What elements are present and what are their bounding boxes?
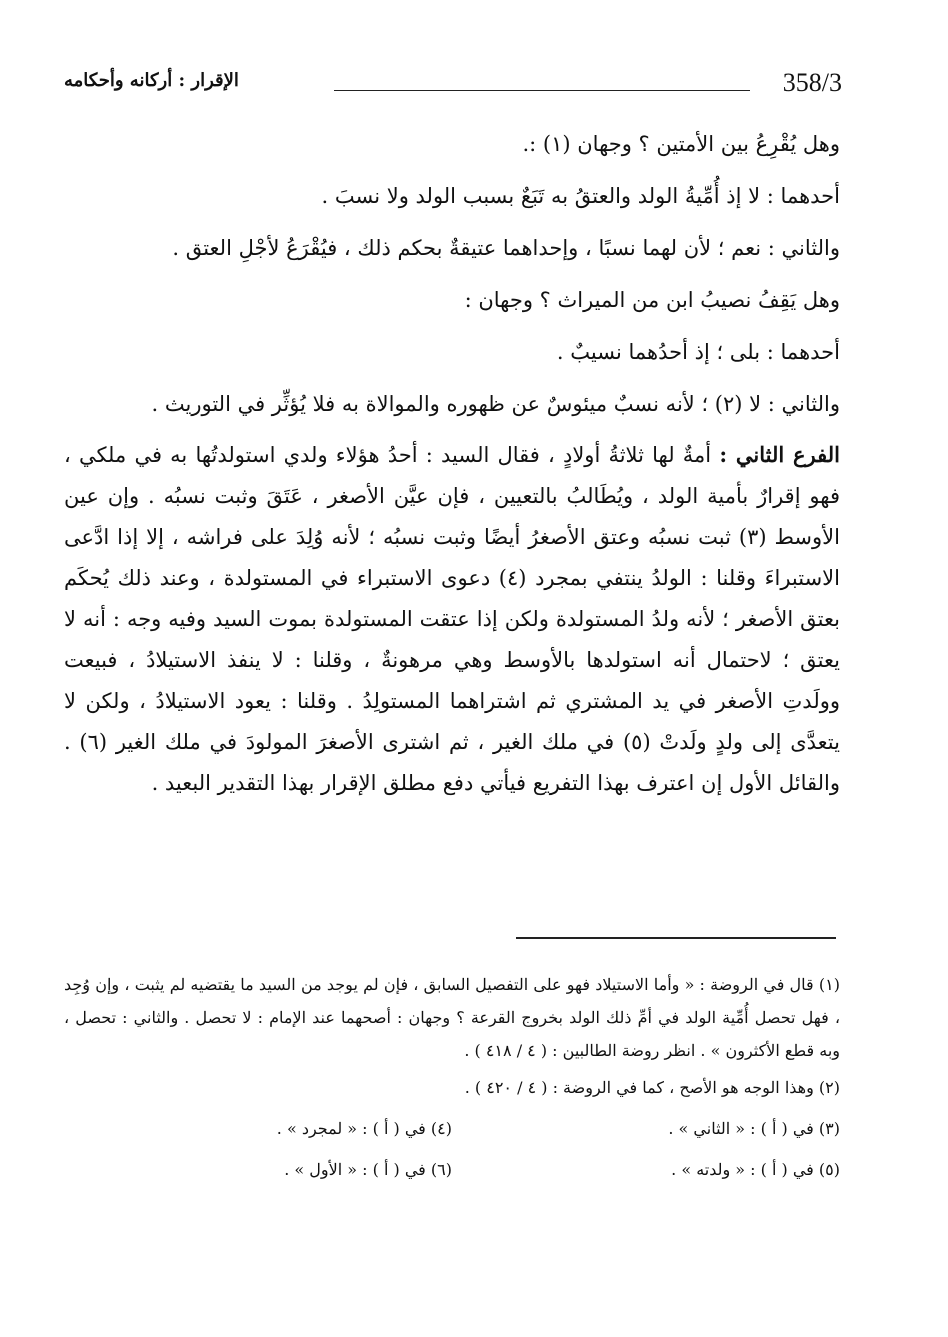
page-number: 358/3	[782, 68, 842, 97]
main-text	[64, 122, 840, 804]
footnotes	[64, 968, 840, 1186]
footnote-6: (٦) في ( أ ) : « الأول » .	[284, 1160, 452, 1179]
branch-title: الفرع الثاني :	[719, 442, 840, 467]
footnote-3: (٣) في ( أ ) : « الثاني » .	[668, 1119, 840, 1138]
footnote-row	[64, 1153, 840, 1186]
paragraph: وهل يَقِفُ نصيبُ ابن من الميراث ؟ وجهان :	[464, 288, 840, 312]
footnote-4: (٤) في ( أ ) : « لمجرد » .	[276, 1119, 452, 1138]
footnote-2: (٢) وهذا الوجه هو الأصح ، كما في الروضة : ( ٤ / ٤٢٠ ) .	[464, 1078, 840, 1097]
paragraph: والثاني : نعم ؛ لأن لهما نسبًا ، وإحداهما عتيقةٌ بحكم ذلك ، فيُقْرَعُ لأجْلِ العتق .	[172, 236, 840, 260]
footnote-separator	[516, 937, 836, 939]
running-title: الإقرار : أركانه وأحكامه	[64, 70, 239, 91]
footnote-5: (٥) في ( أ ) : « ولدته » .	[671, 1160, 840, 1179]
page-header	[64, 68, 842, 108]
header-rule	[334, 90, 750, 91]
footnote-1: (١) قال في الروضة : « وأما الاستيلاد فهو على التفصيل السابق ، فإن لم يوجد من السيد ما يقتضيه لم يثبت ، وإن وُجِد ، فهل تحصل أُمِّية الولد في أمِّ ذلك الولد بخروج القرعة ؟ وجهان : أصحهما عند الإمام : لا تحصل . والثاني : تحصل ، وبه قطع الأكثرون » . انظر روضة الطالبين : ( ٤ / ٤١٨ ) .	[64, 975, 840, 1060]
footnote-row	[64, 1112, 840, 1145]
paragraph: وهل يُقْرِعُ بين الأمتين ؟ وجهان (١) :.	[522, 132, 840, 156]
paragraph: أحدهما : بلى ؛ إذ أحدُهما نسيبٌ .	[556, 340, 840, 364]
paragraph: والثاني : لا (٢) ؛ لأنه نسبٌ ميئوسٌ عن ظهوره والموالاة به فلا يُؤثِّر في التوريث .	[151, 392, 840, 416]
branch-text: أمةٌ لها ثلاثةُ أولادٍ ، فقال السيد : أحدُ هؤلاء ولدي استولدتُها به في ملكي ، فهو إقرارٌ بأمية الولد ، ويُطَالبُ بالتعيين ، فإن عيَّن الأصغر ، عَتَقَ وثبت نسبُه . وإن عين الأوسط (٣) ثبت نسبُه وعتق الأصغرُ أيضًا وثبت نسبُه ؛ لأنه وُلِدَ على فراشه ، إلا إذا ادَّعى الاستبراءَ وقلنا : الولدُ ينتفي بمجرد (٤) دعوى الاستبراء في المستولدة ، وعند ذلك يُحكَم بعتق الأصغر ؛ لأنه ولدُ المستولدة ولكن إذا عتقت المستولدة بموت السيد وفيه وجه : أنه لا يعتق ؛ لاحتمال أنه استولدها بالأوسط وهي مرهونةٌ ، وقلنا : لا ينفذ الاستيلادُ ، فبيعت وولَدتِ الأصغر في يد المشتري ثم اشتراهما المستولِدُ . وقلنا : يعود الاستيلادُ ، ولكن لا يتعدَّى إلى ولدٍ ولَدتْ (٥) في ملك الغير ، ثم اشترى الأصغرَ المولودَ في ملك الغير (٦) . والقائل الأول إن اعترف بهذا التفريع فيأتي دفع مطلق الإقرار بهذا التقدير البعيد .	[64, 443, 840, 795]
paragraph: أحدهما : لا إذ أُمِّيةُ الولد والعتقُ به تَبَعٌ بسبب الولد ولا نسبَ .	[321, 184, 840, 208]
branch-paragraph	[64, 434, 840, 804]
